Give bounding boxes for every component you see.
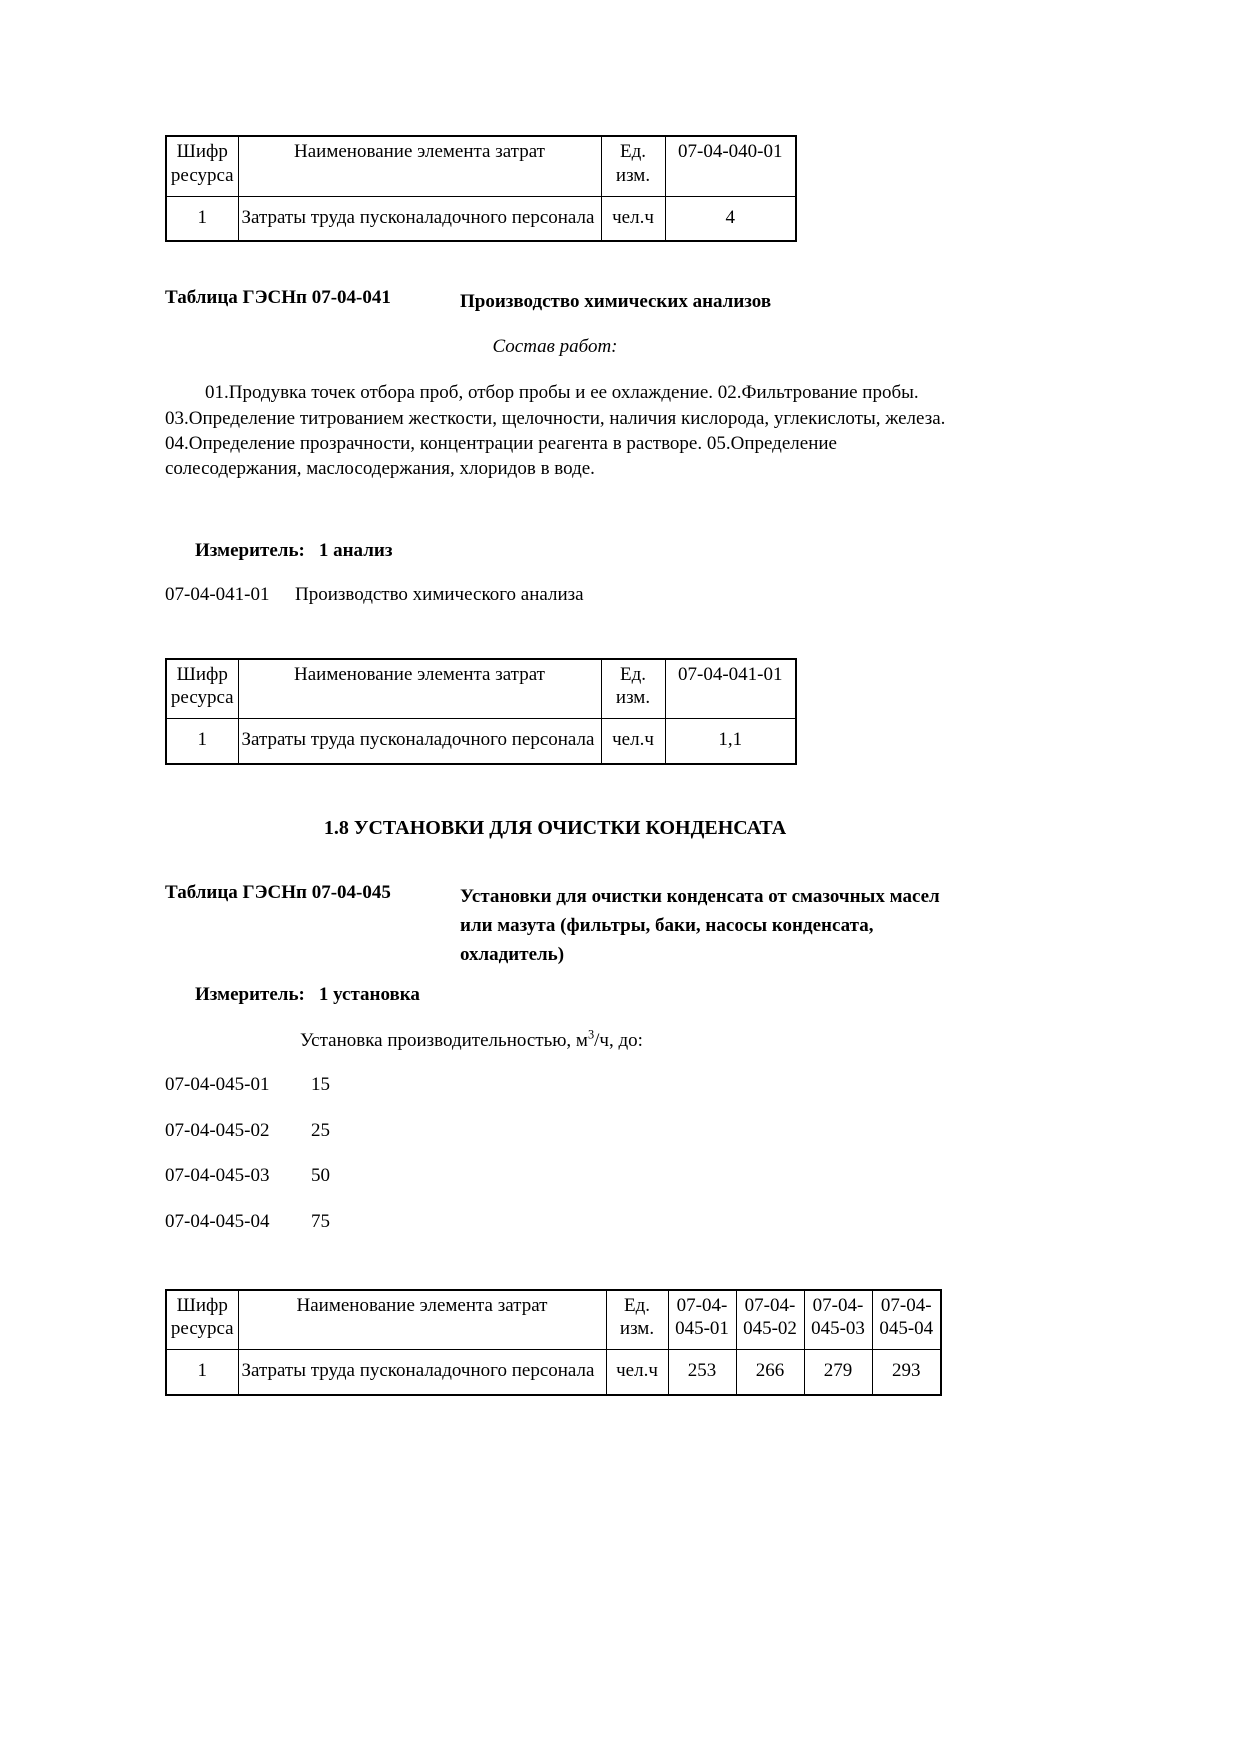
meter-value: 1 анализ (318, 539, 393, 561)
header-resource-code: Шифр ресурса (166, 659, 238, 719)
works-composition-text: 01.Продувка точек отбора проб, отбор пробы и ее охлаждение. 02.Фильтрование пробы. 03.Определение титрованием жесткости, щелочности, наличия кислорода, углекислоты, железа. 04.Определение прозрачности, концентрации реагента в растворе. 05.Определение солесодержания, маслосодержания, хлоридов в воде. (165, 382, 946, 480)
header-cost-element-name: Наименование элемента затрат (238, 659, 601, 719)
meter-line-045 (195, 984, 950, 1006)
cell-cost-element-name: Затраты труда пусконаладочного персонала (238, 719, 601, 764)
cell-value-2: 266 (736, 1350, 804, 1395)
header-norm-code-4: 07-04-045-04 (872, 1290, 941, 1350)
norm-item-value: 75 (311, 1210, 330, 1232)
cell-cost-element-name: Затраты труда пусконаладочного персонала (238, 1350, 606, 1395)
chapter-heading: 1.8 УСТАНОВКИ ДЛЯ ОЧИСТКИ КОНДЕНСАТА (323, 816, 787, 839)
capacity-superscript: 3 (587, 1027, 595, 1042)
cell-value-4: 293 (872, 1350, 941, 1395)
cell-resource-code: 1 (166, 1350, 238, 1395)
capacity-prefix: Установка производительностью, м (300, 1029, 588, 1051)
norm-item-041-01 (165, 584, 950, 606)
norm-item-045-03 (165, 1164, 950, 1189)
header-norm-code-1: 07-04-045-01 (668, 1290, 736, 1350)
header-norm-code-2: 07-04-045-02 (736, 1290, 804, 1350)
norm-item-code: 07-04-045-02 (165, 1119, 270, 1141)
cell-value: 1,1 (665, 719, 796, 764)
norm-item-045-04 (165, 1210, 950, 1235)
cell-unit: чел.ч (601, 719, 665, 764)
norm-item-code: 07-04-045-03 (165, 1165, 270, 1187)
norm-item-value: 25 (311, 1119, 330, 1141)
table-title-045: Установки для очистки конденсата от смазочных масел или мазута (фильтры, баки, насосы конденсата, охладитель) (460, 885, 940, 966)
cell-resource-code: 1 (166, 719, 238, 764)
cost-table-07-04-045 (165, 1289, 942, 1396)
meter-label: Измеритель: (195, 983, 305, 1005)
capacity-suffix: /ч, до: (594, 1029, 643, 1051)
table-row (166, 1350, 941, 1395)
cell-unit: чел.ч (606, 1350, 668, 1395)
header-unit: Ед. изм. (601, 659, 665, 719)
section-041-heading (165, 287, 950, 316)
cell-value-3: 279 (804, 1350, 872, 1395)
cost-table-07-04-040 (165, 135, 797, 242)
table-header-row (166, 1290, 941, 1350)
capacity-line (300, 1027, 950, 1052)
works-composition-heading: Состав работ: (492, 336, 618, 358)
table-title-041: Производство химических анализов (460, 291, 772, 312)
table-header-row (166, 136, 796, 196)
norm-item-code: 07-04-045-04 (165, 1210, 270, 1232)
norm-item-045-01 (165, 1073, 950, 1098)
meter-value: 1 установка (318, 983, 420, 1005)
meter-line-041 (195, 540, 950, 562)
meter-label: Измеритель: (195, 539, 305, 561)
cell-unit: чел.ч (601, 196, 665, 241)
cost-table-07-04-041 (165, 658, 797, 765)
header-cost-element-name: Наименование элемента затрат (238, 136, 601, 196)
norm-item-value: 50 (311, 1165, 330, 1187)
header-norm-code-3: 07-04-045-03 (804, 1290, 872, 1350)
table-row (166, 196, 796, 241)
header-unit: Ед. изм. (601, 136, 665, 196)
header-resource-code: Шифр ресурса (166, 1290, 238, 1350)
cell-cost-element-name: Затраты труда пусконаладочного персонала (238, 196, 601, 241)
table-header-row (166, 659, 796, 719)
table-label-041: Таблица ГЭСНп 07-04-041 (165, 287, 391, 308)
header-resource-code: Шифр ресурса (166, 136, 238, 196)
cell-resource-code: 1 (166, 196, 238, 241)
table-label-045: Таблица ГЭСНп 07-04-045 (165, 881, 391, 903)
table-row (166, 719, 796, 764)
document-content (165, 135, 950, 1396)
header-cost-element-name: Наименование элемента затрат (238, 1290, 606, 1350)
norm-item-045-02 (165, 1119, 950, 1144)
header-unit: Ед. изм. (606, 1290, 668, 1350)
header-norm-code: 07-04-041-01 (665, 659, 796, 719)
norm-item-name: Производство химического анализа (295, 583, 584, 605)
norm-item-code: 07-04-041-01 (165, 583, 270, 605)
cell-value: 4 (665, 196, 796, 241)
section-045-heading (165, 882, 950, 970)
header-norm-code: 07-04-040-01 (665, 136, 796, 196)
norm-item-value: 15 (311, 1073, 330, 1095)
cell-value-1: 253 (668, 1350, 736, 1395)
norm-item-code: 07-04-045-01 (165, 1073, 270, 1095)
